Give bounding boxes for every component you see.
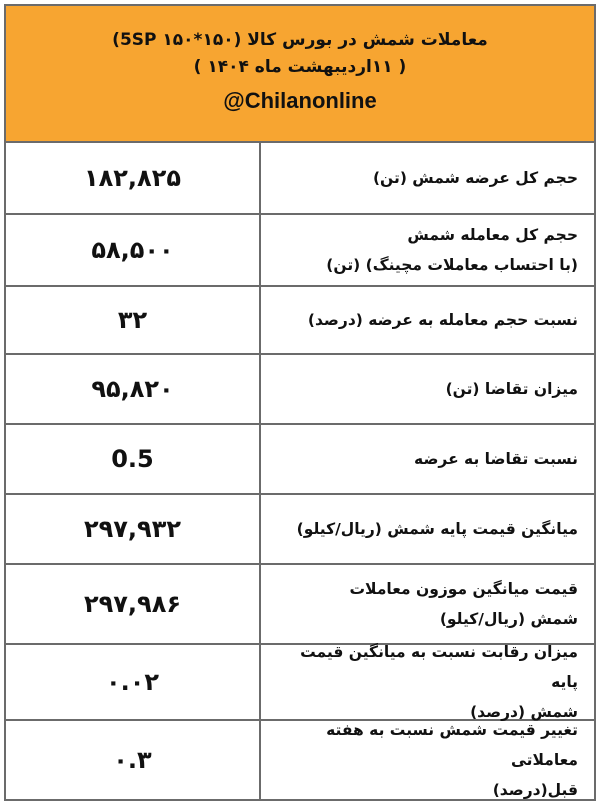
table-row (6, 565, 594, 645)
row-label (259, 425, 594, 493)
row-label (259, 495, 594, 563)
row-label-line2: شمش (ریال/کیلو) (439, 610, 578, 628)
row-label (259, 721, 594, 799)
row-value: ۳۲ (117, 306, 148, 334)
row-label-line2: شمش (درصد) (470, 703, 578, 721)
row-value: ۰.۳ (113, 746, 152, 774)
table-row (6, 143, 594, 215)
row-label-line1: میزان تقاضا (تن) (445, 380, 578, 398)
table-row (6, 495, 594, 565)
row-label-line1: میزان رقابت نسبت به میانگین قیمت پایه (300, 643, 578, 691)
row-label-line1: نسبت حجم معامله به عرضه (درصد) (307, 311, 578, 329)
row-label (259, 355, 594, 423)
row-label-line1: نسبت تقاضا به عرضه (414, 450, 578, 468)
row-label-line2: (با احتساب معاملات مچینگ) (تن) (326, 256, 578, 274)
table-row (6, 425, 594, 495)
row-label-line1: حجم کل معامله شمش (407, 226, 578, 244)
table-row (6, 721, 594, 799)
row-label (259, 565, 594, 643)
row-value: ۰.۰۲ (105, 668, 160, 696)
row-value: ۱۸۲,۸۲۵ (83, 164, 181, 192)
row-value: ۹۵,۸۲۰ (91, 375, 174, 403)
channel-handle: @Chilanonline (223, 87, 377, 113)
row-label-line2: قبل(درصد) (492, 781, 578, 799)
row-label (259, 215, 594, 285)
row-label-line1: تغییر قیمت شمش نسبت به هفته معاملاتی (326, 721, 578, 769)
row-label-line1: میانگین قیمت پایه شمش (ریال/کیلو) (296, 520, 578, 538)
table-row (6, 355, 594, 425)
table-row (6, 645, 594, 721)
row-label (259, 143, 594, 213)
row-value: ۵۸,۵۰۰ (91, 236, 174, 264)
row-label-line1: حجم کل عرضه شمش (تن) (372, 169, 578, 187)
row-label (259, 645, 594, 719)
table-row (6, 215, 594, 287)
row-label (259, 287, 594, 353)
row-label-line1: قیمت میانگین موزون معاملات (349, 580, 578, 598)
row-value: 0.5 (111, 445, 154, 473)
table-row (6, 287, 594, 355)
row-value: ۲۹۷,۹۸۶ (83, 590, 181, 618)
ingot-trading-table (4, 4, 596, 801)
header-title: معاملات شمش در بورس کالا (۱۵۰*۱۵۰ 5SP) (112, 29, 488, 50)
header-date: ( ۱۱اردیبهشت ماه ۱۴۰۴ ) (193, 56, 407, 77)
table-header (6, 6, 594, 143)
row-value: ۲۹۷,۹۳۲ (83, 515, 181, 543)
